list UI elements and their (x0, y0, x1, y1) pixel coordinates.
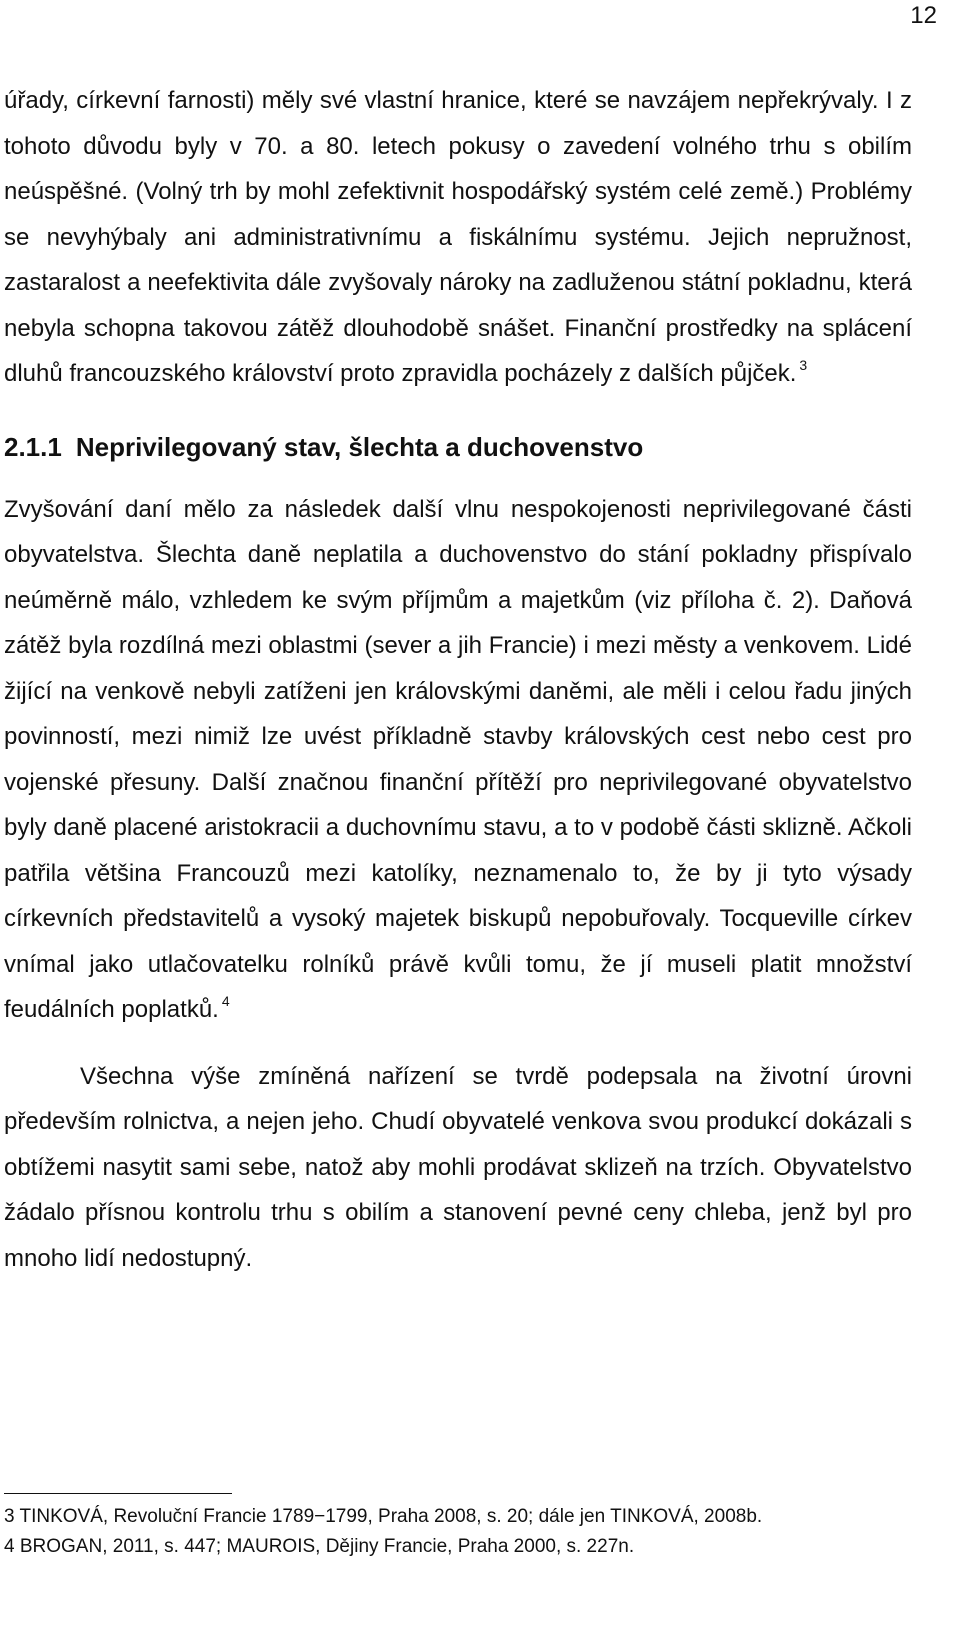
paragraph-2-text: Zvyšování daní mělo za následek další vlnu nespokojenosti neprivilegované části obyvatelstva. Šlechta daně neplatila a duchovenstvo do stání pokladny přispívalo neúměrně málo, vzhledem ke svým příjmům a majetkům (viz příloha č. 2). Daňová zátěž byla rozdílná mezi oblastmi (sever a jih Francie) i mezi městy a venkovem. Lidé žijící na venkově nebyli zatíženi jen královskými daněmi, ale měli i celou řadu jiných povinností, mezi nimiž lze uvést příkladně stavby královských cest nebo cest pro vojenské přesuny. Další značnou finanční přítěží pro neprivilegované obyvatelstvo byly daně placené aristokracii a duchovnímu stavu, a to v podobě části sklizně. Ačkoli patřila většina Francouzů mezi katolíky, neznamenalo to, že by ji tyto výsady církevních představitelů a vysoký majetek biskupů nepobuřovaly. Tocqueville církev vnímal jako utlačovatelku rolníků právě kvůli tomu, že jí museli platit množství feudálních poplatků. (4, 495, 912, 1023)
paragraph-3-text: Všechna výše zmíněná nařízení se tvrdě podepsala na životní úrovni především rolnictva, a nejen jeho. Chudí obyvatelé venkova svou produkcí dokázali s obtížemi nasytit sami sebe, natož aby mohli prodávat sklizeň na trzích. Obyvatelstvo žádalo přísnou kontrolu trhu s obilím a stanovení pevné ceny chleba, jenž byl pro mnoho lidí nedostupný. (4, 1062, 912, 1272)
paragraph-2 (4, 487, 912, 1033)
footnote-separator (4, 1493, 232, 1494)
section-heading (4, 427, 912, 467)
paragraph-1 (4, 78, 912, 397)
section-number: 2.1.1 (4, 431, 62, 462)
paragraph-3 (4, 1054, 912, 1282)
page-number: 12 (910, 2, 937, 29)
footnote-4: 4 BROGAN, 2011, s. 447; MAUROIS, Dějiny Francie, Praha 2000, s. 227n. (4, 1536, 635, 1557)
document-body (4, 78, 912, 1281)
paragraph-1-text: úřady, církevní farnosti) měly své vlastní hranice, které se navzájem nepřekrývaly. I z tohoto důvodu byly v 70. a 80. letech pokusy o zavedení volného trhu s obilím neúspěšné. (Volný trh by mohl zefektivnit hospodářský systém celé země.) Problémy se nevyhýbaly ani administrativnímu a fiskálnímu systému. Jejich nepružnost, zastaralost a neefektivita dále zvyšovaly nároky na zadluženou státní pokladnu, která nebyla schopna takovou zátěž dlouhodobě snášet. Finanční prostředky na splácení dluhů francouzského království proto zpravidla pocházely z dalších půjček. (4, 87, 912, 387)
footnote-ref-4[interactable]: 4 (221, 993, 230, 1009)
section-title: Neprivilegovaný stav, šlechta a duchovenstvo (75, 431, 644, 462)
footnote-ref-3[interactable]: 3 (799, 357, 808, 373)
footnotes (4, 1502, 934, 1562)
footnote-3: 3 TINKOVÁ, Revoluční Francie 1789−1799, Praha 2008, s. 20; dále jen TINKOVÁ, 2008b. (4, 1506, 763, 1527)
